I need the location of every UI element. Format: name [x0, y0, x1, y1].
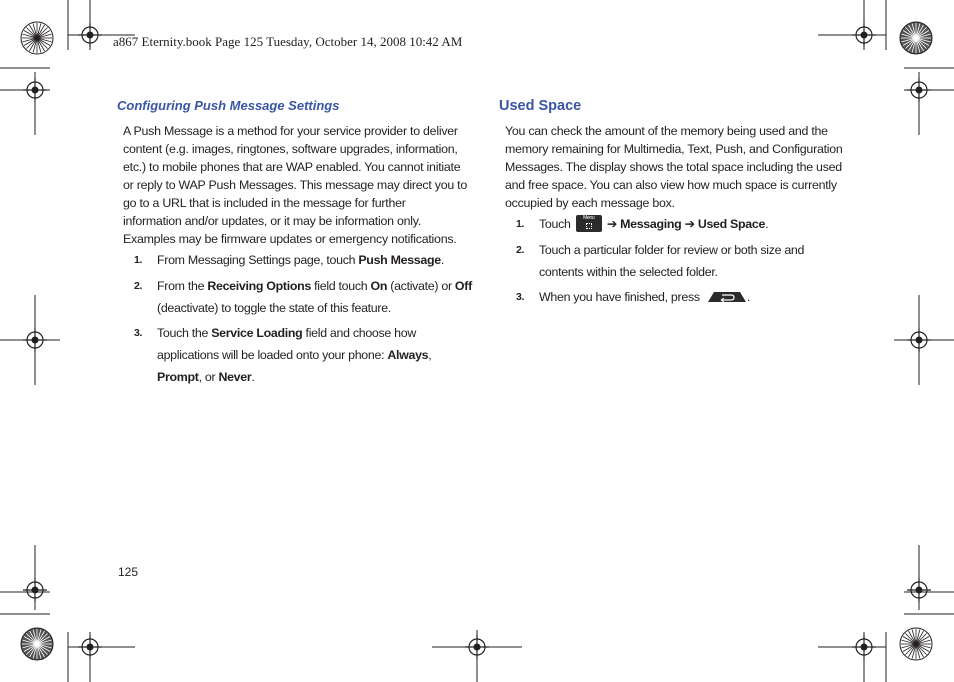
paragraph-line: etc.) to mobile phones that are WAP enabled. You cannot initiate — [123, 160, 461, 174]
step-text: Touch the — [157, 326, 212, 340]
menu-key-label: Menu — [583, 215, 595, 221]
paragraph-line: Examples may be firmware updates or emergency notifications. — [123, 232, 457, 246]
paragraph-line: content (e.g. images, ringtones, software upgrades, information, — [123, 142, 458, 156]
step-text: . — [746, 290, 751, 304]
step-text: . — [251, 370, 255, 384]
print-slug-header: a867 Eternity.book Page 125 Tuesday, October 14, 2008 10:42 AM — [113, 34, 463, 49]
step-bold: Prompt — [157, 370, 199, 384]
step-number: 1. — [516, 218, 525, 230]
step-bold: Receiving Options — [207, 279, 312, 293]
page-number: 125 — [118, 565, 139, 579]
step-text: From Messaging Settings page, touch — [157, 253, 359, 267]
section-heading-push-settings: Configuring Push Message Settings — [117, 98, 340, 113]
step-bold: Push Message — [358, 253, 441, 267]
left-step-1 — [134, 249, 444, 271]
left-paragraph — [123, 122, 467, 248]
paragraph-line: You can check the amount of the memory being used and the — [505, 124, 828, 138]
step-bold: Off — [454, 279, 472, 293]
step-bold: Never — [218, 370, 252, 384]
paragraph-line: A Push Message is a method for your service provider to deliver — [123, 124, 458, 138]
paragraph-line: and free space. You can also view how much space is currently — [505, 178, 837, 192]
step-text: Touch a particular folder for review or both size and — [539, 243, 805, 257]
step-bold: On — [370, 279, 388, 293]
paragraph-line: or reply to WAP Push Messages. This message may direct you to — [123, 178, 467, 192]
step-number: 2. — [516, 244, 525, 256]
right-step-1 — [516, 213, 768, 235]
right-step-3 — [516, 286, 750, 308]
step-text: (deactivate) to toggle the state of this feature. — [157, 301, 391, 315]
step-text: Touch — [539, 217, 574, 231]
left-step-2 — [134, 275, 472, 319]
left-step-3 — [134, 322, 431, 388]
step-text: field touch — [311, 279, 371, 293]
paragraph-line: occupied by each message box. — [505, 196, 675, 210]
step-number: 2. — [134, 280, 143, 292]
step-text: , — [428, 348, 432, 362]
step-text: (activate) or — [387, 279, 455, 293]
step-bold: Messaging — [620, 217, 682, 231]
arrow-icon: ➔ — [603, 217, 621, 231]
arrow-icon: ➔ — [681, 217, 698, 231]
step-text: . — [765, 217, 769, 231]
step-text: . — [440, 253, 444, 267]
step-text: , or — [198, 370, 219, 384]
section-heading-used-space: Used Space — [499, 98, 582, 114]
paragraph-line: go to a URL that is included in the message for further — [123, 196, 406, 210]
step-text: When you have finished, press — [539, 290, 703, 304]
step-text: applications will be loaded onto your phone: — [157, 348, 388, 362]
paragraph-line: Messages. The display shows the total space including the used — [505, 160, 842, 174]
right-step-2 — [516, 239, 804, 283]
step-text: From the — [157, 279, 208, 293]
step-bold: Service Loading — [211, 326, 303, 340]
right-paragraph — [505, 122, 843, 212]
step-number: 1. — [134, 254, 143, 266]
step-bold: Used Space — [697, 217, 766, 231]
step-bold: Always — [387, 348, 429, 362]
step-number: 3. — [516, 291, 525, 303]
paragraph-line: memory remaining for Multimedia, Text, Push, and Configuration — [505, 142, 843, 156]
paragraph-line: information and/or updates, or it may be information only. — [123, 214, 421, 228]
step-text: contents within the selected folder. — [539, 265, 718, 279]
menu-key-icon — [576, 215, 602, 232]
step-text: field and choose how — [302, 326, 416, 340]
back-key-icon — [707, 288, 747, 300]
step-number: 3. — [134, 327, 143, 339]
